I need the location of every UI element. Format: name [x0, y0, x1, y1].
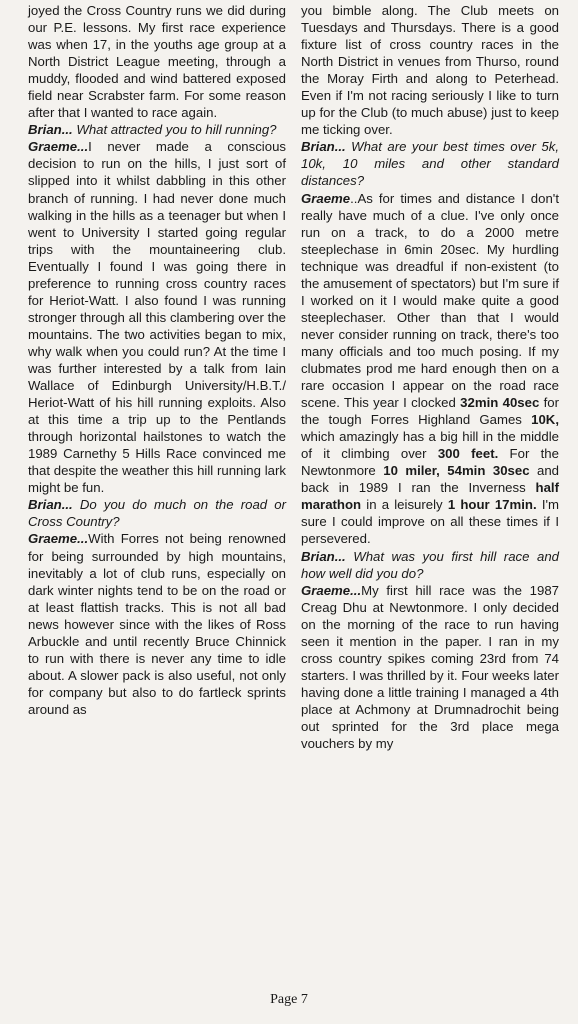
answer-text: I'm sure I could improve on all these times if I persevered.	[301, 497, 559, 547]
distance-value: 10K,	[531, 412, 559, 428]
answer-text: For the Newtonmore	[301, 446, 559, 479]
speaker-name: Graeme...	[28, 531, 89, 547]
question-text: Do you do much on the road or Cross Country?	[28, 497, 286, 530]
question-text: What was you first hill race and how well did you do?	[301, 548, 559, 581]
answer-text: for the tough Forres Highland Games	[301, 395, 559, 428]
question	[301, 548, 559, 582]
right-column	[301, 2, 559, 752]
answer	[28, 138, 286, 496]
time-value: 32min 40sec	[460, 395, 540, 411]
answer-text: in a leisurely	[361, 497, 448, 513]
paragraph: joyed the Cross Country runs we did during our P.E. lessons. My first race experience was when 17, in the youths age group at a North District League meeting, through a muddy, flooded and wind battered exposed field near Scrabster farm. For some reason after that I wanted to race again.	[28, 3, 286, 121]
speaker-name: Brian...	[28, 497, 73, 513]
question	[28, 121, 286, 138]
answer-text: which amazingly has a big hill in the middle of it climbing over	[301, 429, 559, 462]
answer-text: My first hill race was the 1987 Creag Dhu at Newtonmore. I only decided on the morning of the race to run having seen it mention in the paper. I ran in my cross country spikes coming 23rd from 74 starters. I was thrilled by it. Four weeks later having done a little training I managed a 4th place at Achmony at Drumnadrochit being out sprinted for the 3rd place mega vouchers by my	[301, 582, 559, 752]
speaker-name: Graeme...	[28, 139, 89, 155]
answer	[301, 582, 559, 752]
speaker-name: Brian...	[301, 548, 346, 564]
time-value: 10 miler, 54min 30sec	[383, 463, 530, 479]
speaker-name: Graeme...	[301, 582, 362, 598]
left-column	[28, 2, 286, 718]
page-number: Page 7	[270, 992, 308, 1007]
speaker-name: Graeme	[301, 190, 351, 206]
paragraph: you bimble along. The Club meets on Tuesdays and Thursdays. There is a good fixture list of cross country races in the North District in venues from Thurso, round the Moray Firth and along to Peterhead. Even if I'm not racing seriously I like to turn up for the Club (to much abuse) just to keep me ticking over.	[301, 3, 559, 138]
answer	[301, 190, 559, 548]
question-text: What are your best times over 5k, 10k, 10 miles and other standard distances?	[301, 139, 559, 189]
speaker-name: Brian...	[28, 122, 73, 138]
answer-text: I never made a conscious decision to run on the hills, I just sort of slipped into it whilst dabbling in this other branch of running. I had never done much walking in the hills as a teenager but when I went to University I started going regular trips with the mountaineering club. Eventually I found I was going there in preference to running cross country races for Heriot-Watt. I also found I was running stronger through all this clambering over the mountains. The two activities began to mix, why walk when you could run? At the time I was further interested by a talk from Iain Wallace of Edinburgh University/H.B.T./ Heriot-Watt of his hill running exploits. Also at this time a trip up to the Pentlands through horizontal hailstones to watch the 1989 Carnethy 5 Hills Race convinced me that despite the weather this hill running lark might be fun.	[28, 139, 286, 496]
answer-text: and back in 1989 I ran the Inverness	[301, 463, 559, 496]
time-value: 1 hour 17min.	[447, 497, 537, 513]
question-text: What attracted you to hill running?	[72, 122, 277, 138]
question	[28, 496, 286, 530]
answer	[28, 530, 286, 718]
answer-text: ..As for times and distance I don't really have much of a clue. I've only once run on a track, to do a 2000 metre steeplechase in 6min 20sec. My hurdling technique was dreadful if non-existent (to the amusement of spectators) but I'm sure if I worked on it I would make quite a good steeplechaser. Other than that I would never consider running on track, there's too many officials and too much posing. If my clubmates prod me hard enough then on a rare occasion I appear on the road race scene. This year I clocked	[301, 190, 559, 411]
speaker-name: Brian...	[301, 139, 346, 155]
question	[301, 138, 559, 189]
distance-value: half marathon	[301, 480, 559, 513]
height-value: 300 feet.	[437, 446, 499, 462]
answer-text: With Forres not being renowned for being surrounded by high mountains, inevitably a lot of club runs, especially on dark winter nights tend to be on the road or at least flattish tracks. This is not all bad news however since with the likes of Ross Arbuckle and until recently Bruce Chinnick to run with there is never any time to idle about. A slower pack is also useful, not only for company but also to do fartleck sprints around as	[28, 531, 286, 717]
